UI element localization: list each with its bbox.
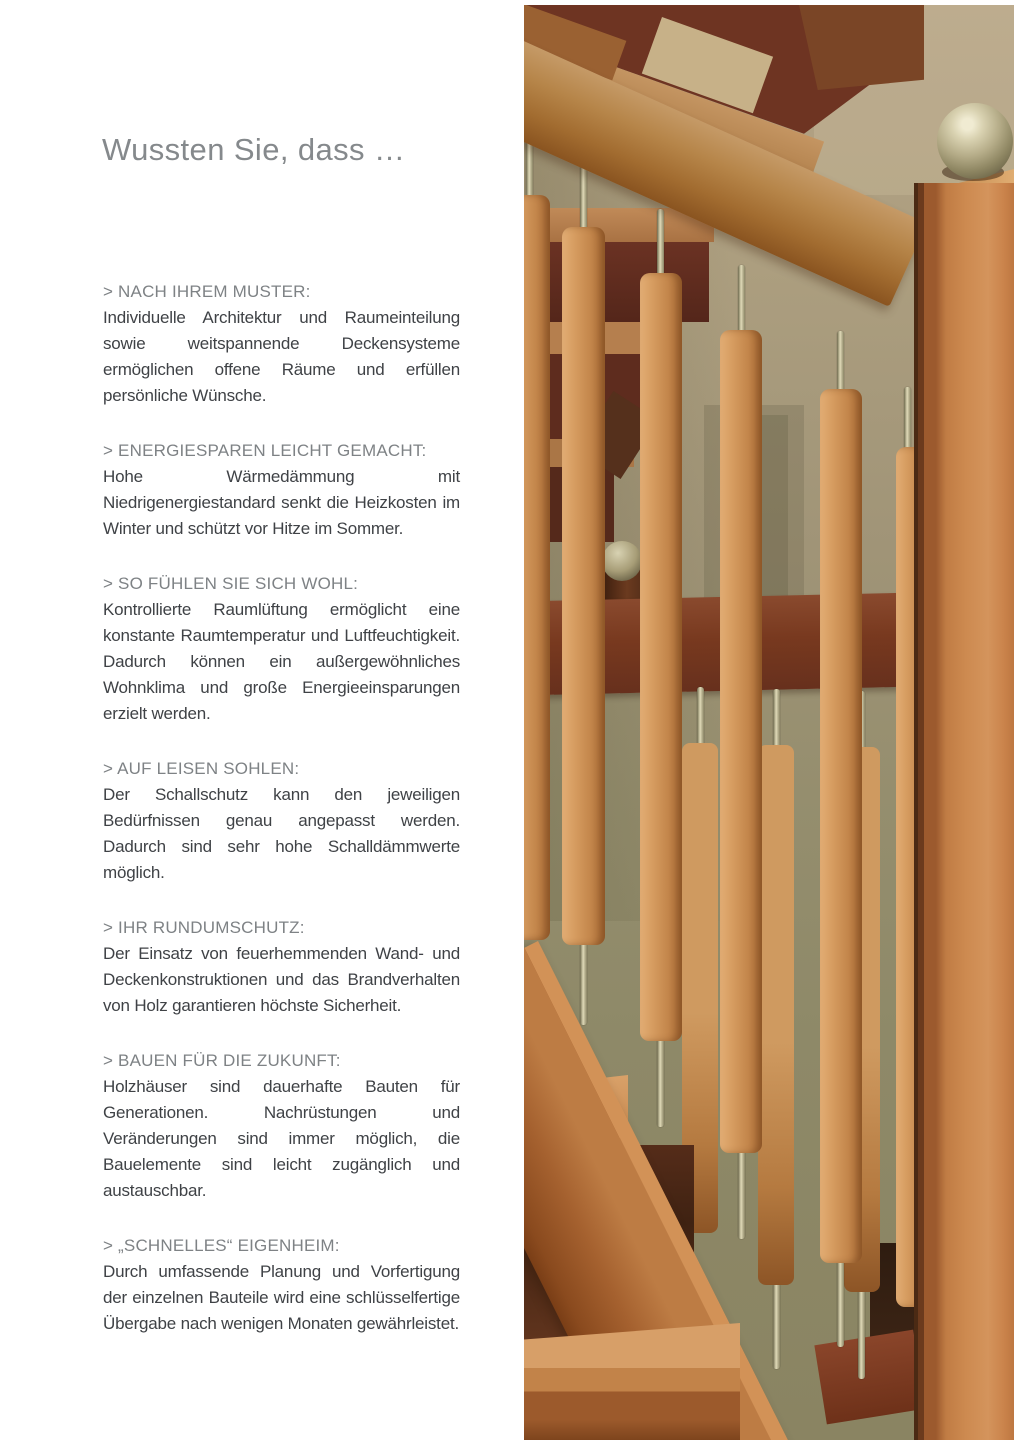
section-heading: > BAUEN FÜR DIE ZUKUNFT: <box>103 1051 341 1070</box>
steel-rod <box>837 331 844 397</box>
section-body: Hohe Wärmedämmung mit Niedrigenergiestandard senkt die Heizkosten im Winter und schützt vor Hitze im Sommer. <box>103 467 460 538</box>
section-heading: > NACH IHREM MUSTER: <box>103 282 311 301</box>
steel-rod <box>697 687 704 747</box>
steel-rod <box>837 1259 844 1347</box>
section-heading: > AUF LEISEN SOHLEN: <box>103 759 300 778</box>
steel-rod <box>580 163 587 233</box>
section-heading: > „SCHNELLES“ EIGENHEIM: <box>103 1236 340 1255</box>
baluster <box>562 227 605 945</box>
info-section <box>103 438 460 542</box>
section-heading: > ENERGIESPAREN LEICHT GEMACHT: <box>103 441 427 460</box>
steel-rod <box>657 209 664 281</box>
section-heading: > SO FÜHLEN SIE SICH WOHL: <box>103 574 359 593</box>
baluster <box>524 195 550 940</box>
section-heading: > IHR RUNDUMSCHUTZ: <box>103 918 305 937</box>
steel-rod <box>773 1283 780 1369</box>
section-body: Individuelle Architektur und Raumeinteilung sowie weitspannende Deckensysteme ermöglichen offene Räume und erfüllen persönliche Wünsche. <box>103 308 460 405</box>
info-section <box>103 571 460 727</box>
section-body: Der Schallschutz kann den jeweiligen Bedürfnissen genau angepasst werden. Dadurch sind sehr hohe Schalldämmwerte möglich. <box>103 785 460 882</box>
steel-rod <box>738 1149 745 1239</box>
baluster <box>820 389 862 1263</box>
section-body: Der Einsatz von feuerhemmenden Wand- und Deckenkonstruktionen und das Brandverhalten von Holz garantieren höchste Sicherheit. <box>103 944 460 1015</box>
steel-rod <box>773 689 780 749</box>
steel-rod <box>738 265 745 337</box>
info-section <box>103 1233 460 1337</box>
newel-post <box>914 183 1014 1440</box>
baluster <box>640 273 682 1041</box>
steel-rod <box>580 941 587 1025</box>
upper-flight-dark-edge <box>799 5 924 90</box>
staircase-photo <box>524 5 1014 1440</box>
section-body: Kontrollierte Raumlüftung ermöglicht eine konstante Raumtemperatur und Luftfeuchtigkeit. Dadurch können ein außergewöhnliches Wohnklima und große Energieeinsparungen erzielt werden. <box>103 600 460 723</box>
ball-finial <box>937 103 1013 179</box>
lower-ball-finial <box>602 541 642 581</box>
section-body: Durch umfassende Planung und Vorfertigung der einzelnen Bauteile wird eine schlüsselfertige Übergabe nach wenigen Monaten gewährleistet. <box>103 1262 460 1333</box>
section-body: Holzhäuser sind dauerhafte Bauten für Generationen. Nachrüstungen und Veränderungen sind immer möglich, die Bauelemente sind leicht zugänglich und austauschbar. <box>103 1077 460 1200</box>
steel-rod <box>904 387 911 453</box>
info-section <box>103 1048 460 1204</box>
stair-tread-lower <box>524 1323 740 1440</box>
info-section <box>103 756 460 886</box>
bottom-rail-sill <box>814 1330 925 1425</box>
page-title: Wussten Sie, dass … <box>102 132 406 167</box>
info-section <box>103 279 460 409</box>
steel-rod <box>657 1037 664 1127</box>
baluster <box>720 330 762 1153</box>
info-section <box>103 915 460 1019</box>
far-baluster <box>758 745 794 1285</box>
text-column <box>103 279 460 1366</box>
steel-rod <box>858 1287 865 1379</box>
